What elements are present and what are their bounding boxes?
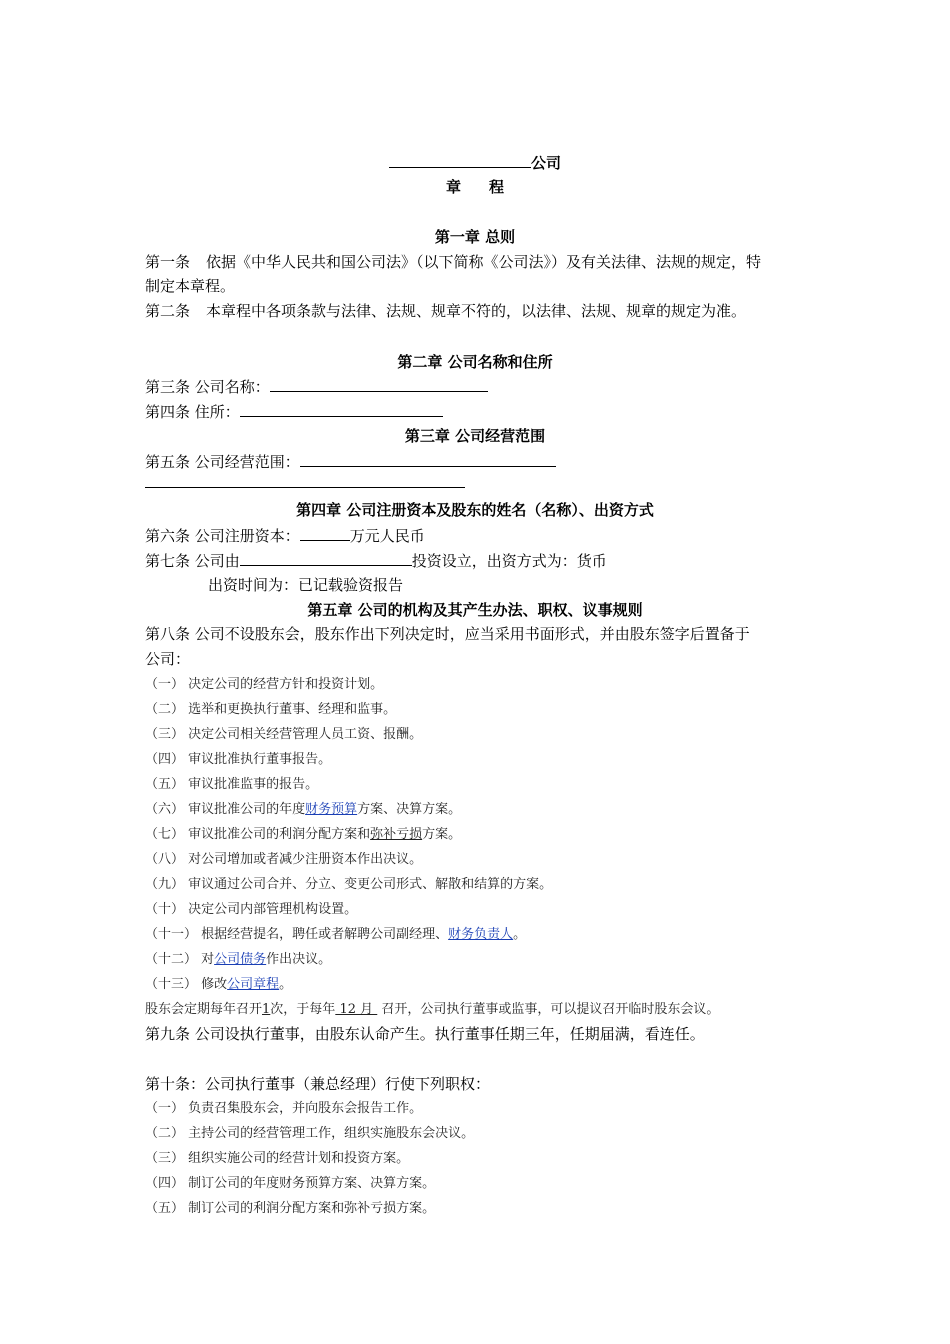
list-item-text: （六） 审议批准公司的年度 bbox=[145, 802, 306, 817]
meeting-times: 1 bbox=[262, 1002, 271, 1017]
article-1-number: 第一条 bbox=[145, 253, 191, 271]
article-8-line-1: 第八条 公司不设股东会，股东作出下列决定时，应当采用书面形式，并由股东签字后置备于 bbox=[145, 625, 750, 643]
article-5 bbox=[145, 451, 556, 472]
address-field bbox=[240, 401, 443, 417]
list-item-text: （七） 审议批准公司的利润分配方案和 bbox=[145, 827, 371, 842]
list-item: （三） 决定公司相关经营管理人员工资、报酬。 bbox=[145, 727, 423, 742]
company-name-field bbox=[270, 376, 488, 392]
article-2 bbox=[145, 301, 746, 321]
company-suffix: 公司 bbox=[530, 154, 561, 172]
list-item: （九） 审议通过公司合并、分立、变更公司形式、解散和结算的方案。 bbox=[145, 877, 553, 892]
meeting-text: 股东会定期每年召开 bbox=[145, 1002, 263, 1017]
article-5-label: 第五条 公司经营范围： bbox=[145, 453, 300, 471]
list-item-text: 方案、决算方案。 bbox=[357, 802, 462, 817]
article-7-contribution-time: 出资时间为：已记载验资报告 bbox=[208, 576, 404, 594]
list-item: （五） 制订公司的利润分配方案和弥补亏损方案。 bbox=[145, 1201, 436, 1216]
article-3 bbox=[145, 376, 488, 397]
company-name-blank bbox=[389, 152, 531, 168]
article-2-number: 第二条 bbox=[145, 302, 191, 320]
list-item-text: （十一） 根据经营提名，聘任或者解聘公司副经理、 bbox=[145, 927, 449, 942]
meeting-text: 召开，公司执行董事或监事，可以提议召开临时股东会议。 bbox=[377, 1002, 720, 1017]
chapter-4-title: 第四章 公司注册资本及股东的姓名（名称）、出资方式 bbox=[296, 501, 654, 519]
list-item bbox=[145, 975, 292, 995]
chapter-5-title: 第五章 公司的机构及其产生办法、职权、议事规则 bbox=[307, 601, 643, 619]
article-3-label: 第三条 公司名称： bbox=[145, 378, 270, 396]
company-charter-link[interactable]: 公司章程 bbox=[227, 977, 280, 992]
finance-head-link[interactable]: 财务负责人 bbox=[448, 927, 514, 942]
list-item bbox=[145, 925, 526, 945]
list-item-text: 。 bbox=[513, 927, 527, 942]
list-item: （五） 审议批准监事的报告。 bbox=[145, 777, 319, 792]
article-1-text: 依据《中华人民共和国公司法》（以下简称《公司法》）及有关法律、法规的规定，特 bbox=[206, 253, 762, 271]
loss-compensation-link[interactable]: 弥补亏损 bbox=[370, 827, 423, 842]
article-7-label: 第七条 公司由 bbox=[145, 552, 240, 570]
meeting-month: 12 月 bbox=[335, 1002, 378, 1017]
title-char-2: 程 bbox=[489, 178, 505, 196]
meeting-schedule bbox=[145, 1000, 719, 1020]
article-1-line-2: 制定本章程。 bbox=[145, 277, 236, 295]
article-2-text: 本章程中各项条款与法律、法规、规章不符的，以法律、法规、规章的规定为准。 bbox=[206, 302, 747, 320]
list-item: （八） 对公司增加或者减少注册资本作出决议。 bbox=[145, 852, 423, 867]
list-item: （四） 制订公司的年度财务预算方案、决算方案。 bbox=[145, 1176, 436, 1191]
article-1-line-1 bbox=[145, 252, 761, 272]
list-item-text: 。 bbox=[279, 977, 293, 992]
chapter-3-title: 第三章 公司经营范围 bbox=[404, 427, 546, 445]
chapter-1-title: 第一章 总则 bbox=[434, 228, 516, 246]
business-scope-line-2 bbox=[145, 472, 465, 493]
article-4 bbox=[145, 401, 443, 422]
article-4-label: 第四条 住所： bbox=[145, 403, 240, 421]
list-item-text: （十二） 对 bbox=[145, 952, 215, 967]
article-6-unit: 万元人民币 bbox=[349, 527, 425, 545]
list-item bbox=[145, 950, 331, 970]
company-debt-link[interactable]: 公司债务 bbox=[214, 952, 267, 967]
business-scope-field bbox=[300, 451, 556, 467]
article-7-text: 投资设立，出资方式为：货币 bbox=[411, 552, 607, 570]
article-8-line-2: 公司： bbox=[145, 650, 191, 668]
list-item: （一） 负责召集股东会，并向股东会报告工作。 bbox=[145, 1101, 423, 1116]
list-item: （一） 决定公司的经营方针和投资计划。 bbox=[145, 677, 384, 692]
list-item-text: 方案。 bbox=[422, 827, 462, 842]
article-6 bbox=[145, 525, 425, 546]
list-item: （二） 主持公司的经营管理工作，组织实施股东会决议。 bbox=[145, 1126, 475, 1141]
list-item: （十） 决定公司内部管理机构设置。 bbox=[145, 902, 358, 917]
meeting-text: 次，于每年 bbox=[270, 1002, 336, 1017]
list-item bbox=[145, 800, 461, 820]
list-item-text: 作出决议。 bbox=[266, 952, 332, 967]
list-item: （三） 组织实施公司的经营计划和投资方案。 bbox=[145, 1151, 410, 1166]
business-scope-field-2 bbox=[145, 472, 465, 488]
article-7 bbox=[145, 550, 607, 571]
investor-field bbox=[240, 550, 412, 566]
list-item bbox=[145, 825, 461, 845]
document-title bbox=[0, 177, 950, 197]
article-9: 第九条 公司设执行董事，由股东认命产生。执行董事任期三年，任期届满，看连任。 bbox=[145, 1025, 705, 1043]
financial-budget-link[interactable]: 财务预算 bbox=[305, 802, 358, 817]
article-10: 第十条：公司执行董事（兼总经理）行使下列职权： bbox=[145, 1075, 491, 1093]
registered-capital-field bbox=[300, 525, 350, 541]
list-item: （四） 审议批准执行董事报告。 bbox=[145, 752, 332, 767]
list-item: （二） 选举和更换执行董事、经理和监事。 bbox=[145, 702, 397, 717]
company-name-line bbox=[0, 152, 950, 173]
title-char-1: 章 bbox=[445, 178, 461, 196]
chapter-2-title: 第二章 公司名称和住所 bbox=[397, 353, 553, 371]
article-6-label: 第六条 公司注册资本： bbox=[145, 527, 300, 545]
list-item-text: （十三） 修改 bbox=[145, 977, 228, 992]
